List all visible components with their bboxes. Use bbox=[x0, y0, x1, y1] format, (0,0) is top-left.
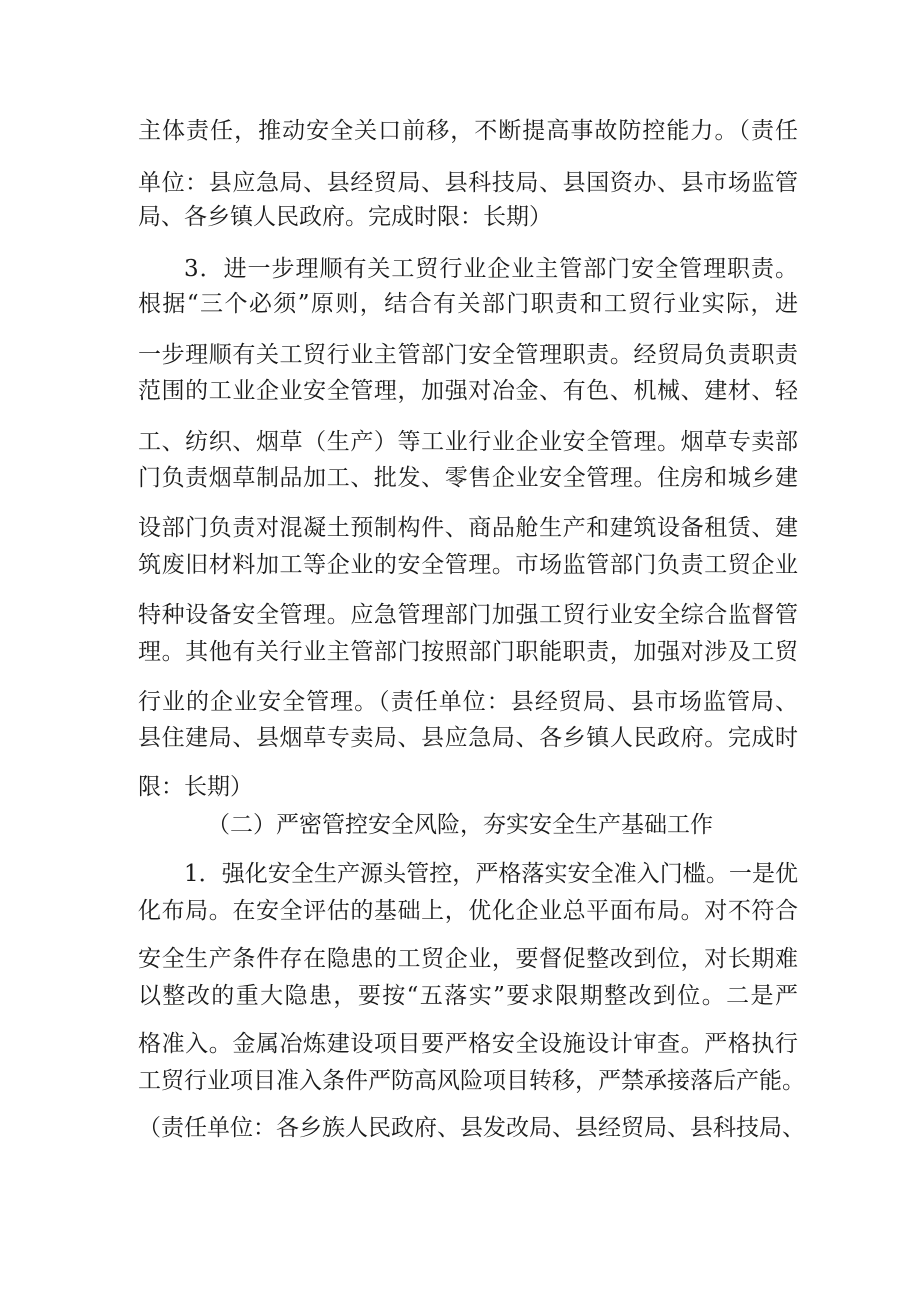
text-line: 工、纺织、烟草（生产）等工业行业企业安全管理。烟草专卖部 bbox=[138, 429, 798, 455]
text-line: 限：长期） bbox=[138, 774, 253, 800]
text-line: 县住建局、县烟草专卖局、县应急局、各乡镇人民政府。完成时 bbox=[138, 725, 798, 751]
text-line: （责任单位：各乡族人民政府、县发改局、县经贸局、县科技局、 bbox=[138, 1115, 805, 1141]
text-line: 主体责任，推动安全关口前移，不断提高事故防控能力。（责任 bbox=[138, 118, 798, 144]
text-line: 格准入。金属冶炼建设项目要严格安全设施设计审查。严格执行 bbox=[138, 1031, 798, 1057]
section-heading: （二）严密管控安全风险，夯实安全生产基础工作 bbox=[207, 812, 713, 838]
text-line: 1．强化安全生产源头管控，严格落实安全准入门槛。一是优 bbox=[184, 861, 798, 887]
text-line: 筑废旧材料加工等企业的安全管理。市场监管部门负责工贸企业 bbox=[138, 552, 798, 578]
text-line: 安全生产条件存在隐患的工贸企业，要督促整改到位，对长期难 bbox=[138, 946, 798, 972]
text-line: 理。其他有关行业主管部门按照部门职能职责，加强对涉及工贸 bbox=[138, 639, 798, 665]
text-line: 工贸行业项目准入条件严防高风险项目转移，严禁承接落后产能。 bbox=[138, 1068, 805, 1094]
text-line: 门负责烟草制品加工、批发、零售企业安全管理。住房和城乡建 bbox=[138, 465, 798, 491]
text-line: 以整改的重大隐患，要按“五落实”要求限期整改到位。二是严 bbox=[138, 983, 798, 1009]
text-line: 设部门负责对混凝土预制构件、商品舱生产和建筑设备租赁、建 bbox=[138, 515, 798, 541]
text-line: 单位：县应急局、县经贸局、县科技局、县国资办、县市场监管 bbox=[138, 170, 798, 196]
text-line: 根据“三个必须”原则，结合有关部门职责和工贸行业实际，进 bbox=[138, 291, 798, 317]
text-line: 局、各乡镇人民政府。完成时限：长期） bbox=[138, 204, 552, 230]
text-line: 一步理顺有关工贸行业主管部门安全管理职责。经贸局负责职责 bbox=[138, 342, 798, 368]
text-line: 范围的工业企业安全管理，加强对冶金、有色、机械、建材、轻 bbox=[138, 378, 798, 404]
text-line: 3．进一步理顺有关工贸行业企业主管部门安全管理职责。 bbox=[184, 256, 798, 282]
text-line: 化布局。在安全评估的基础上，优化企业总平面布局。对不符合 bbox=[138, 898, 798, 924]
text-line: 特种设备安全管理。应急管理部门加强工贸行业安全综合监督管 bbox=[138, 602, 798, 628]
text-line: 行业的企业安全管理。（责任单位：县经贸局、县市场监管局、 bbox=[138, 689, 798, 715]
